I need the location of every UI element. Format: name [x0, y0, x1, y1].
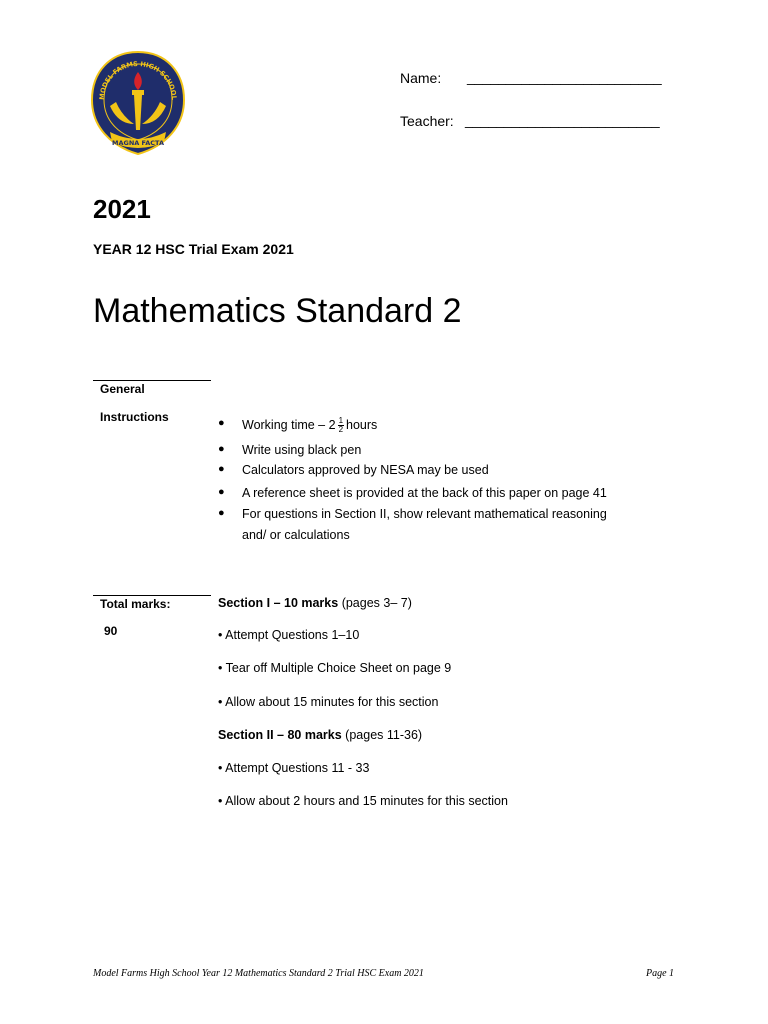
section-1-heading: Section I – 10 marks (pages 3– 7)	[218, 596, 412, 610]
bullet-icon: ●	[218, 507, 225, 519]
bullet-icon: ●	[218, 486, 225, 498]
name-label: Name:	[400, 70, 442, 86]
section-1-line: • Attempt Questions 1–10	[218, 628, 360, 642]
working-time-prefix: Working time – 2	[242, 417, 336, 432]
total-marks-label: Total marks:	[100, 597, 171, 611]
marks-divider	[93, 595, 211, 596]
exam-title: Mathematics Standard 2	[93, 292, 462, 330]
exam-year: 2021	[93, 194, 151, 224]
section-2-line: • Allow about 2 hours and 15 minutes for this section	[218, 794, 508, 808]
teacher-blank-line: _________________________	[465, 112, 660, 128]
fraction-half: $\frac{1}{2}$	[338, 416, 344, 434]
bullet-icon: ●	[218, 463, 225, 475]
section-2-line: • Attempt Questions 11 - 33	[218, 761, 370, 775]
school-crest-logo	[88, 50, 188, 156]
section-1-line: • Allow about 15 minutes for this section	[218, 695, 439, 709]
instructions-label: Instructions	[100, 410, 169, 424]
bullet-icon: ●	[218, 417, 225, 429]
page-number: Page 1	[646, 968, 675, 979]
exam-subtitle: YEAR 12 HSC Trial Exam 2021	[93, 241, 294, 257]
logo-motto: MAGNA FACTA	[111, 139, 165, 147]
section-2-heading: Section II – 80 marks (pages 11-36)	[218, 728, 423, 742]
footer-text: Model Farms High School Year 12 Mathematics Standard 2 Trial HSC Exam 2021	[93, 968, 424, 979]
teacher-label: Teacher:	[400, 113, 454, 129]
logo-school-name: MODEL FARMS HIGH SCHOOL	[97, 59, 179, 101]
name-blank-line: _________________________	[467, 69, 662, 85]
general-label: General	[100, 382, 145, 396]
bullet-icon: ●	[218, 443, 225, 455]
total-marks-value: 90	[104, 624, 118, 638]
section-1-line: • Tear off Multiple Choice Sheet on page 9	[218, 661, 452, 675]
general-divider	[93, 380, 211, 381]
working-time-suffix: hours	[346, 417, 378, 432]
